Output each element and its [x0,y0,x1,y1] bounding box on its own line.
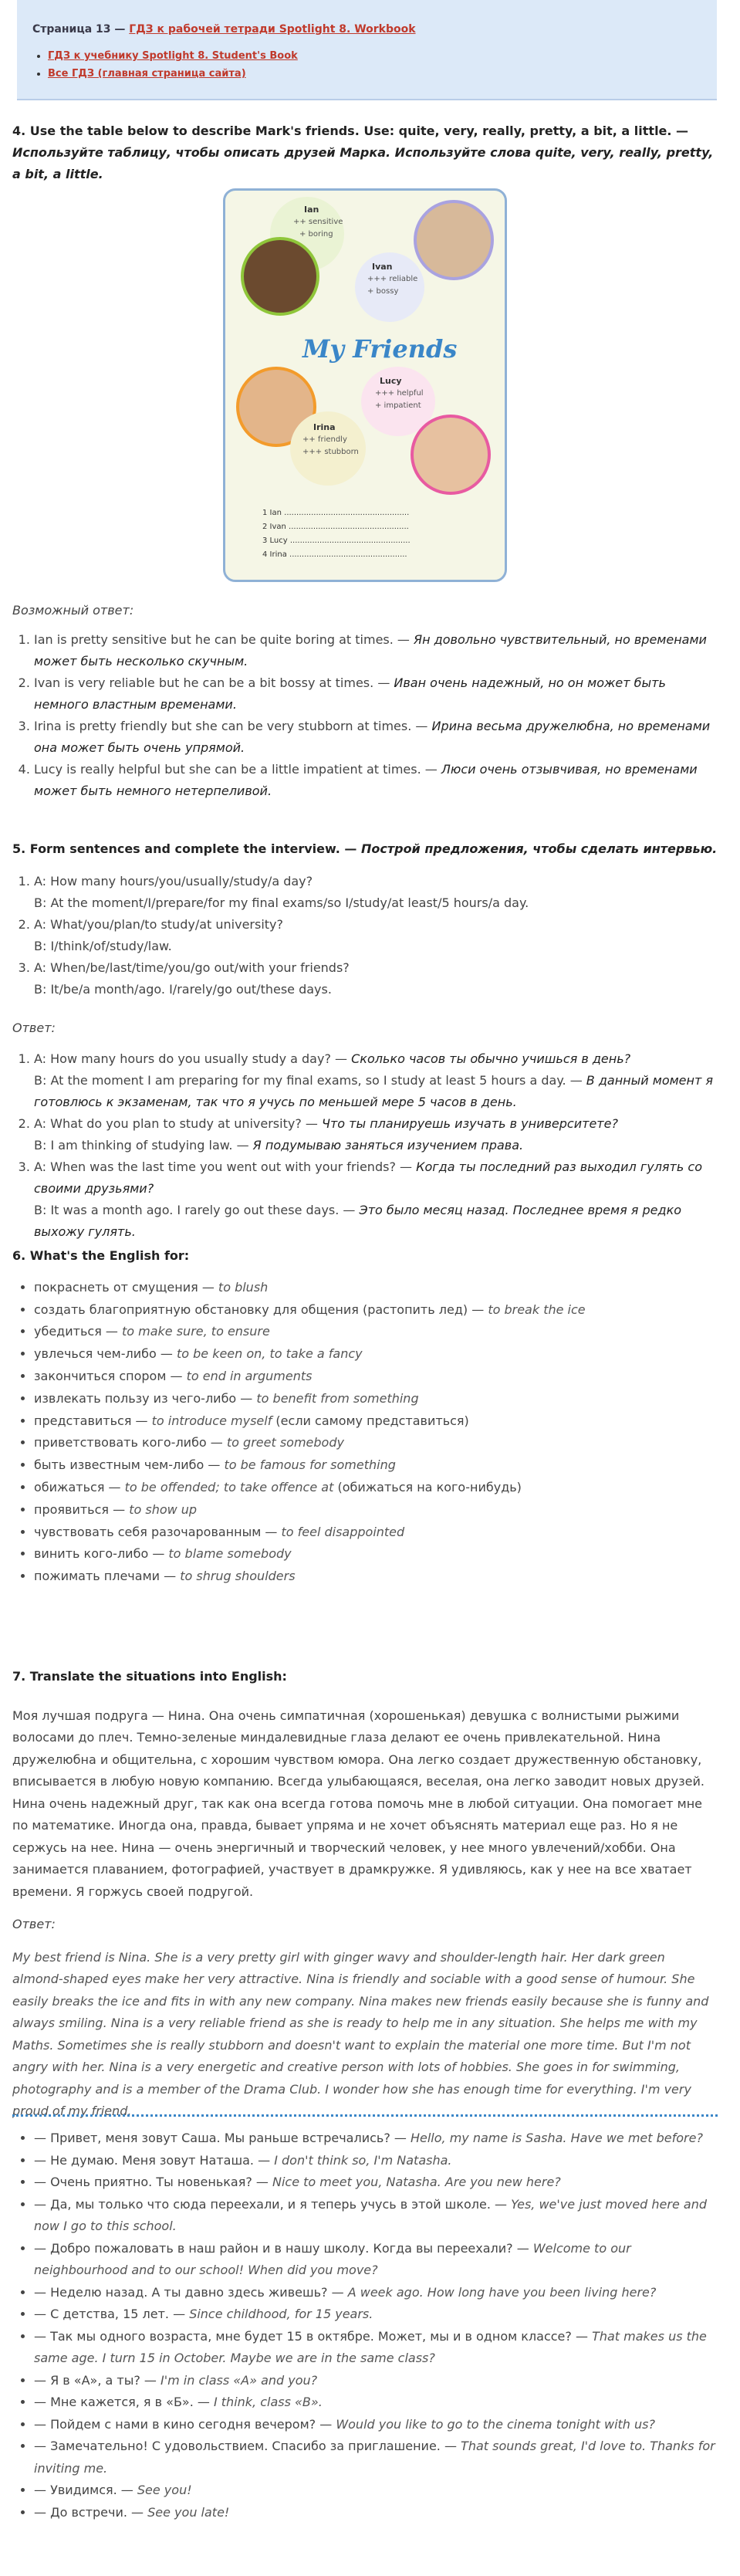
list-item [34,2436,718,2480]
list-item [34,1048,718,1113]
list-item [34,1113,718,1156]
ex7-english-text: My best friend is Nina. She is a very pretty girl with ginger wavy and shoulder-length hair. Her dark green almond-shaped eyes make her very attractive. Nina is friendly and sociable with a good sense of humour. She easily breaks the ice and fits in with any new company. Nina makes new friends easily because she is funny and always smiling. Nina is a very reliable friend as she is ready to help me in any situation. She helps me with my Maths. Sometimes she is really stubborn and doesn't want to explain the material one more time. But I'm not angry with her. Nina is a very energetic and creative person with lots of hobbies. She goes in for swimming, photography and is a member of the Drama Club. I wonder how she has enough time for everything. I'm very proud of my friend. [12,1949,709,2118]
answer-en: Lucy is really helpful but she can be a little impatient at times. — [34,762,441,777]
line-ru: — Привет, меня зовут Саша. Мы раньше встречались? — [34,2131,411,2145]
line-ru: — Добро пожаловать в наш район и в нашу школу. Когда вы переехали? — [34,2240,533,2256]
ex7-russian-text: Моя лучшая подруга — Нина. Она очень симпатичная (хорошенькая) девушка с волнистыми рыжими волосами до плеч. Темно-зеленые миндалевидные глаза делают ее очень привлекательной. Нина дружелюбна и общительна, с хорошим чувством юмора. Она легко создает дружественную обстановку, вписывается в любую новую компанию. Всегда улыбающаяся, веселая, она легко заводит новых друзей. Нина очень надежный друг, так как она всегда готова помочь мне в любой ситуации. Она помогает мне по математике. Иногда она, правда, бывает упряма и не хочет объяснять материал еще раз. Но я не сержусь на нее. Нина — очень энергичный и творческий человек, у нее много увлечений/хобби. Она занимается плаванием, фотографией, участвует в драмкружке. Я удивляюсь, как у нее на все хватает времени. Я горжусь своей подругой. [12,1708,705,1899]
task-a: 1. A: How many hours/you/usually/study/a day? [34,874,313,889]
answer-en: Irina is pretty friendly but she can be very stubborn at times. — [34,719,432,733]
line-ru: — Увидимся. — [34,2483,137,2497]
line-ru: — Очень приятно. Ты новенькая? — [34,2175,272,2189]
list-item [34,1522,718,1544]
line-en: See you late! [147,2504,230,2520]
list-item [34,871,718,914]
term-en: to make sure, to ensure [121,1324,270,1339]
term-en: to break the ice [488,1302,586,1317]
answer-a-ru: Когда ты последний раз выходил гулять со своими друзьями? [34,1159,702,1196]
line-ru: — До встречи. — [34,2504,148,2520]
answer-b-en: B: It was a month ago. I rarely go out these days. — [34,1203,360,1217]
lucy-photo [411,415,491,495]
person-trait: +++ reliable [367,275,418,283]
students-book-link[interactable]: ГДЗ к учебнику Spotlight 8. Student's Book [48,50,298,62]
line-ru: — С детства, 15 лет. — [34,2307,190,2321]
term-en: to introduce myself [151,1413,272,1428]
term-ru: закончиться спором — [34,1368,187,1383]
task-a: 3. A: When/be/last/time/you/go out/with your friends? [34,960,350,975]
navigation-box [17,0,717,100]
list-item [34,2370,718,2392]
person-trait: + bossy [367,287,399,296]
table-row: 1 Ian ................................................... [262,509,410,517]
line-en: I think, class «B». [213,2395,323,2409]
table-row: 4 Irina ................................................ [262,550,407,559]
list-item [34,672,718,716]
answer-b-en: B: I am thinking of studying law. — [34,1138,253,1153]
ex5-heading [12,838,718,860]
list-item [34,716,718,759]
term-ru: обижаться — [34,1479,125,1494]
person-name: Lucy [380,376,402,386]
answer-a-en: A: When was the last time you went out with your friends? — [34,1159,417,1174]
list-item [34,1366,718,1388]
list-item [34,2282,718,2304]
person-trait: ++ sensitive [293,218,343,226]
list-item [34,2194,718,2238]
line-en: I'm in class «A» and you? [161,2372,318,2388]
list-item [34,2392,718,2414]
term-en: to blush [218,1279,269,1295]
line-ru: — Неделю назад. А ты давно здесь живешь? — [34,2284,348,2300]
term-en: to shrug shoulders [180,1569,296,1584]
line-en: See you! [137,2483,192,2497]
ex4-heading [12,120,718,185]
list-item [34,1343,718,1366]
ian-photo [241,237,319,316]
answer-b-ru: Я подумываю заняться изучением права. [252,1138,524,1153]
answer-label: Ответ: [12,1917,56,1931]
illustration-title: My Friends [302,334,458,364]
term-en: to end in arguments [186,1368,313,1383]
term-ru: чувствовать себя разочарованным — [34,1524,282,1539]
line-ru: — Пойдем с нами в кино сегодня вечером? — [34,2416,336,2432]
term-en: to be famous for something [224,1457,396,1473]
term-ru: представиться — [34,1413,152,1428]
line-en: Would you like to go to the cinema tonight with us? [336,2416,655,2432]
list-item [34,759,718,802]
line-en: I don't think so, I'm Natasha. [274,2152,452,2168]
line-ru: — Мне кажется, я в «Б». — [34,2395,214,2409]
person-trait: + boring [299,230,333,239]
term-ru: убедиться — [34,1324,122,1339]
list-item [34,1454,718,1477]
workbook-link[interactable]: ГДЗ к рабочей тетради Spotlight 8. Workbook [129,23,416,36]
ivan-photo [414,200,494,280]
line-en: Since childhood, for 15 years. [189,2307,373,2321]
person-name: Ivan [372,262,393,272]
all-gdz-link[interactable]: Все ГДЗ (главная страница сайта) [48,68,246,80]
line-ru: — Замечательно! С удовольствием. Спасибо за приглашение. — [34,2439,461,2453]
term-ru: проявиться — [34,1501,130,1517]
answer-b-en: B: At the moment I am preparing for my final exams, so I study at least 5 hours a day. — [34,1073,586,1088]
ex4-answers [12,600,718,802]
list-item [34,1499,718,1522]
ex4-heading-en: 4. Use the table below to describe Mark's friends. Use: quite, very, really, pretty, a bit, a little. — [12,124,689,138]
answer-ru: Иван очень надежный, но он может быть немного властным временами. [34,675,666,712]
person-trait: +++ stubborn [302,448,359,456]
list-item [34,1299,718,1322]
term-en: to greet somebody [226,1435,344,1450]
dialog-list [12,2127,718,2524]
term-ru: винить кого-либо — [34,1546,169,1562]
list-item [48,65,701,83]
ex6-heading: 6. What's the English for: [12,1248,190,1263]
answer-en: Ian is pretty sensitive but he can be quite boring at times. — [34,632,414,647]
term-note: (обижаться на кого-нибудь) [333,1479,522,1494]
list-item [34,1321,718,1343]
ex4-heading-ru: Используйте таблицу, чтобы описать друзей Марка. Используйте слова quite, very, really, pretty, a bit, a little. [12,145,714,181]
list-item [34,957,718,1000]
task-a: 2. A: What/you/plan/to study/at university? [34,917,284,932]
ex6-list [12,1277,718,1588]
divider [12,2114,718,2117]
line-ru: — Так мы одного возраста, мне будет 15 в октябре. Может, мы и в одном классе? — [34,2328,593,2344]
line-en: That makes us the same age. I turn 15 in October. Maybe we are in the same class? [34,2328,707,2365]
person-name: Irina [313,422,336,432]
list-item [34,1543,718,1566]
list-item [34,2238,718,2282]
ex5 [12,838,718,1243]
nav-links-list [32,47,701,83]
list-item [48,47,701,65]
term-en: to be keen on, to take a fancy [176,1346,363,1362]
answer-ru: Ян довольно чувствительный, но временами может быть несколько скучным. [34,632,707,669]
answer-label: Ответ: [12,1021,56,1035]
list-item [34,2171,718,2194]
list-item [34,629,718,672]
term-ru: увлечься чем-либо — [34,1346,177,1362]
answer-ru: Ирина весьма дружелюбна, но временами она может быть очень упрямой. [34,719,711,755]
ex4-answer-list [12,629,718,802]
list-item [34,2127,718,2150]
ex7-heading: 7. Translate the situations into English: [12,1669,287,1684]
list-item [34,914,718,957]
ex5-heading-ru: Построй предложения, чтобы сделать интервью. [360,841,718,856]
term-ru: пожимать плечами — [34,1569,181,1584]
ex6 [12,1245,718,1588]
answer-a-en: A: What do you plan to study at university? — [34,1116,322,1131]
person-trait: +++ helpful [375,389,424,398]
person-trait: + impatient [375,401,421,410]
list-item [34,1388,718,1410]
list-item [34,1432,718,1454]
list-item [34,2414,718,2436]
list-item [34,2304,718,2326]
list-item [34,1277,718,1299]
list-item [34,1410,718,1433]
line-ru: — Не думаю. Меня зовут Наташа. — [34,2152,275,2168]
term-ru: покраснеть от смущения — [34,1279,218,1295]
term-ru: извлекать пользу из чего-либо — [34,1390,257,1406]
list-item [34,2326,718,2370]
line-en: A week ago. How long have you been living here? [347,2284,657,2300]
line-en: Nice to meet you, Natasha. Are you new here? [272,2175,561,2189]
task-b: B: At the moment/I/prepare/for my final exams/so I/study/at least/5 hours/a day. [34,895,529,910]
page-label: Страница 13 — [32,23,130,36]
table-row: 3 Lucy ................................................. [262,537,411,545]
list-item [34,2480,718,2502]
ex5-heading-en: 5. Form sentences and complete the interview. — [12,841,361,856]
term-note: (если самому представиться) [272,1413,469,1428]
term-ru: быть известным чем-либо — [34,1457,225,1473]
line-en: Welcome to our neighbourhood and to our school! When did you move? [34,2240,631,2277]
ex7 [12,1666,718,2123]
term-ru: создать благоприятную обстановку для общения (растопить лед) — [34,1302,488,1317]
line-en: Hello, my name is Sasha. Have we met before? [410,2131,703,2145]
answer-ru: Люси очень отзывчивая, но временами может быть немного нетерпеливой. [34,762,698,798]
task-b: B: I/think/of/study/law. [34,939,172,953]
answer-en: Ivan is very reliable but he can be a bit bossy at times. — [34,675,394,690]
ex5-answer-list [12,1048,718,1243]
list-item [34,1477,718,1499]
list-item [34,1156,718,1243]
line-ru: — Да, мы только что сюда переехали, и я теперь учусь в этой школе. — [34,2196,512,2212]
page-title-line [32,23,701,36]
answer-a-en: A: How many hours do you usually study a day? — [34,1051,352,1066]
term-en: to blame somebody [168,1546,292,1562]
answer-b-ru: Это было месяц назад. Последнее время я редко выхожу гулять. [34,1203,682,1239]
term-en: to show up [129,1501,198,1517]
dialog [12,2127,718,2524]
term-en: to feel disappointed [281,1524,405,1539]
ex5-task-list [12,871,718,1000]
answer-b-ru: В данный момент я готовлюсь к экзаменам, так что я учусь по меньшей мере 5 часов в день. [34,1073,714,1109]
list-item [34,2502,718,2524]
line-en: Yes, we've just moved here and now I go to this school. [34,2196,707,2233]
answer-label: Возможный ответ: [12,603,134,618]
term-en: to be offended; to take offence at [124,1479,334,1494]
line-en: That sounds great, I'd love to. Thanks for inviting me. [34,2439,715,2476]
table-row: 2 Ivan ................................................. [262,523,409,531]
my-friends-illustration [223,188,507,582]
line-ru: — Я в «А», а ты? — [34,2372,161,2388]
answer-a-ru: Что ты планируешь изучать в университете? [322,1116,618,1131]
person-trait: ++ friendly [302,435,347,444]
task-b: B: It/be/a month/ago. I/rarely/go out/these days. [34,982,332,997]
list-item [34,2150,718,2172]
answer-a-ru: Сколько часов ты обычно учишься в день? [351,1051,631,1066]
term-ru: приветствовать кого-либо — [34,1435,227,1450]
term-en: to benefit from something [256,1390,419,1406]
list-item [34,1566,718,1588]
person-name: Ian [304,205,319,215]
